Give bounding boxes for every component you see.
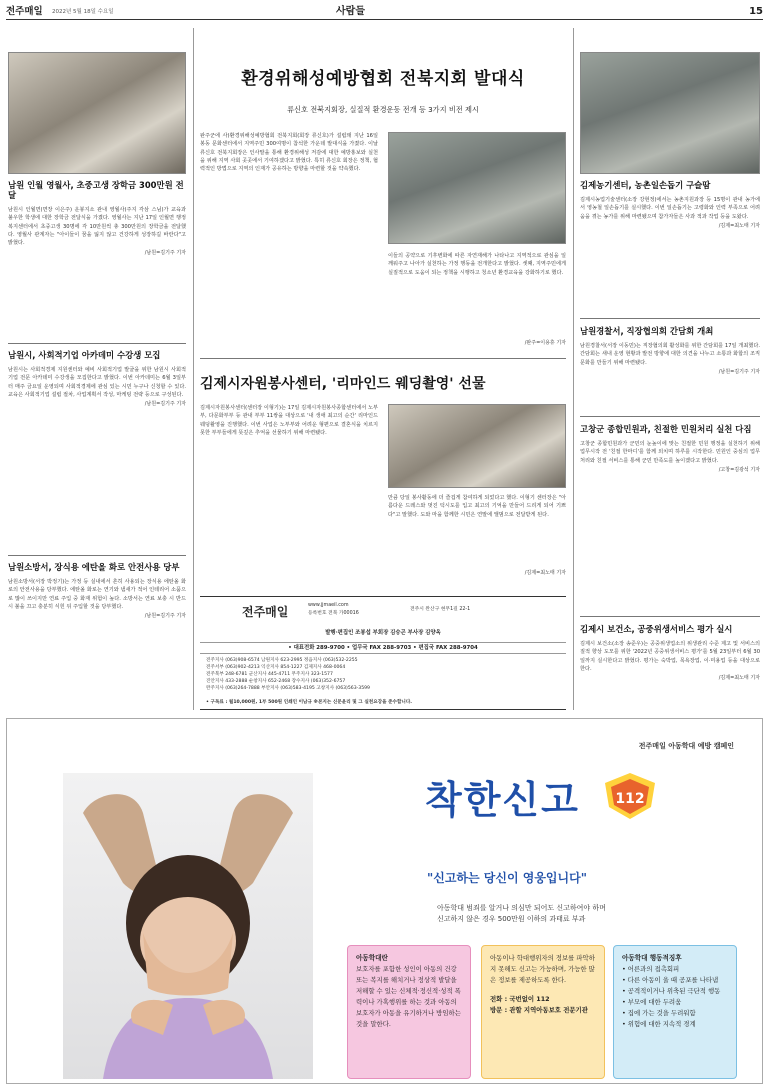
byline: /김제=최노태 기자 bbox=[718, 223, 760, 230]
paper-staff: 발행·편집인 조봉섭 부회장 김승곤 부사장 김양옥 bbox=[325, 630, 441, 636]
card-title: 아동학대란 bbox=[356, 954, 388, 962]
branch-row: 전주지사 (063)908-6574 남원지사 623-2995 정읍지사 (063)532-2255 bbox=[206, 658, 358, 663]
card-body: 보호자를 포함한 성인이 아동의 건강 또는 복지를 해치거나 정상적 발달을 저해할 수 있는 신체적·정신적·성적 폭력이나 가혹행위를 하는 것과 아동의 보호자가 아동을 유기하거나 방임하는 것을 말한다. bbox=[356, 965, 461, 1028]
article-body: 고창군 종합민원과가 군민의 눈높이에 맞는 친절한 민원 행정을 실천하기 위해 업무시작 전 '친절 한마디'를 함께 외치며 하루를 시작한다. 민원인 중심의 업무 처리와 친절 서비스를 통해 군민 만족도를 높이겠다고 밝혔다. bbox=[580, 441, 760, 464]
paper-reg: 등록번호 전북 가00016 bbox=[308, 611, 359, 616]
center2-headline: 김제시자원봉사센터, '리마인드 웨딩촬영' 선물 bbox=[200, 376, 486, 392]
branch-row: 전주서부 (063)902-4213 익산지사 854-1227 김제지사 468-0064 bbox=[206, 665, 346, 671]
card-body: 아동이나 학대행위자의 정보를 파악하지 못해도 신고는 가능하며, 가능한 많은 정보를 제공하도록 한다. bbox=[490, 954, 595, 984]
police-112-badge bbox=[603, 771, 657, 821]
sign-item: • 부모에 대한 두려움 bbox=[622, 997, 682, 1006]
paper-footer: • 구독료 : 월10,000원, 1부 500원 인쇄인 이남규 ※본지는 신문윤리 및 그 실천요강을 준수합니다. bbox=[206, 700, 413, 705]
article-nonggi bbox=[580, 180, 760, 231]
center-subhead: 류신호 전북지회장, 실질적 환경운동 전개 등 3가지 비전 제시 bbox=[287, 105, 479, 115]
info-card-signs bbox=[613, 945, 737, 1079]
center-article-photo bbox=[388, 132, 566, 244]
article-body: 남원시 인월면(면장 이은주) 운봉지소 관내 영월사(주지 각삼 스님)가 교육과 불우한 학생에 대한 장학금 전달식을 가졌다. 영월사는 지난 17일 인월면 행정복지센터에서 초중고생 30명에 각 10만원씩 총 300만원의 장학금을 전달했다. 영월사 관계자는 "아이들이 꿈을 잃지 않고 건강하게 성장하길 바란다"고 밝혔다. bbox=[8, 207, 186, 247]
byline: /남원=김기주 기자 bbox=[144, 613, 186, 620]
branch-row: 전주북부 248-6781 군산지사 445-4711 무주지사 323-1577 bbox=[206, 672, 333, 678]
byline: /남원=김기주 기자 bbox=[718, 369, 760, 376]
sign-item: • 다른 아동이 울 때 공포를 나타냄 bbox=[622, 976, 719, 985]
report-phone: 전화 : 국번없이 112 bbox=[490, 994, 550, 1003]
divider bbox=[8, 343, 186, 344]
article-social-academy bbox=[8, 350, 186, 409]
issue-date: 2022년 5월 18일 수요일 bbox=[52, 9, 114, 15]
center-article-body-left: 완주군에 사)환경위해성예방협회 전북지회(회장 류신호)가 설립돼 지난 16일 봉동 문화센터에서 지역주민 300여명이 참석한 가운데 발대식을 가졌다. 이날 류신호 전북지회장은 인사말을 통해 환경위해성 저감에 대한 예방홍보와 실천을 위해 지역 사회 곳곳에서 기여하겠다고 밝혔다. 특히 류신호 회장은 정책, 협력적인 방법으로 지역의 인재가 공유하는 방향을 마련할 것을 약속했다. bbox=[200, 133, 378, 173]
headline: 남원 인월 영월사, 초중고생 장학금 300만원 전달 bbox=[8, 180, 184, 201]
article-police bbox=[580, 326, 760, 377]
article-photo-youngwolsa bbox=[8, 52, 186, 174]
paper-name: 전주매일 bbox=[6, 6, 43, 17]
paper-logo: 전주매일 bbox=[242, 605, 289, 619]
article-fire-station bbox=[8, 562, 186, 621]
headline: 남원소방서, 장식용 에탄올 화로 안전사용 당부 bbox=[8, 562, 180, 572]
center2-body-right: 만큼 당일 봉사활동에 더 즐겁게 참여하게 되었다고 했다. 이형기 센터장은 "아름다운 드레스와 멋진 턱시도를 입고 최고의 기억을 만들어 드리게 되어 기쁘다"고 말했다. 도와 마을 함께한 시민은 연말에 앨범으로 전달받게 된다. bbox=[388, 495, 566, 518]
center2-photo bbox=[388, 404, 566, 488]
byline: /완주=이용휴 기자 bbox=[524, 340, 566, 346]
article-gochang bbox=[580, 424, 760, 475]
paper-url: www.jjmaeil.com bbox=[308, 603, 349, 608]
article-body: 남원경찰서(서장 이동민)는 직장협의회 활성화를 위한 간담회를 17일 개최했다. 간담회는 새내 운영 현황과 발전 방향에 대한 의견을 나누고 소통과 화합의 조직문화를 만들기 위해 마련됐다. bbox=[580, 343, 760, 366]
center-headline: 환경위해성예방협회 전북지회 발대식 bbox=[241, 69, 525, 89]
info-card-report bbox=[481, 945, 605, 1079]
headline: 남원시, 사회적기업 아카데미 수강생 모집 bbox=[8, 350, 161, 360]
article-photo-nonggi bbox=[580, 52, 760, 174]
center-article-body-right: 이들의 공약으로 기후변화에 따른 자연재해가 나타나고 지역적으로 관심을 일깨워주고 나아가 실천하는 가정 행동을 전개한다고 밝혔다. 셋째, 지역주민에게 실질적으로 도움이 되는 정책을 시행하고 청소년 환경교육을 강화하기로 했다. bbox=[388, 253, 566, 276]
section-title: 사람들 bbox=[336, 6, 365, 17]
byline: /남원=김기주 기자 bbox=[144, 249, 186, 256]
byline: /김제=최노태 기자 bbox=[524, 570, 566, 576]
byline: /김제=최노태 기자 bbox=[718, 675, 760, 682]
ad-quote: "신고하는 당신이 영웅입니다" bbox=[427, 871, 587, 885]
info-card-definition bbox=[347, 945, 471, 1079]
center2-body-left: 김제시자원봉사센터(센터장 이형기)는 17일 김제시자원봉사종합센터에서 노부부, 다문화부부 등 관내 부부 11쌍을 대상으로 '내 생애 최고의 순간' 리마인드 웨딩촬영을 진행했다. 이번 사업은 노부부와 어려운 형편으로 결혼식을 치르지 못한 부부들에게 뜻깊은 추억을 선물하기 위해 마련됐다. bbox=[200, 405, 378, 436]
ad-title: 착한신고 bbox=[425, 778, 580, 822]
ad-sponsor: 전주매일 아동학대 예방 캠페인 bbox=[638, 742, 734, 750]
branch-table bbox=[206, 657, 560, 693]
article-youngwolsa bbox=[8, 180, 186, 257]
sign-item: • 어른과의 접촉회피 bbox=[622, 965, 680, 974]
sign-item: • 집에 가는 것을 두려워함 bbox=[622, 1008, 696, 1017]
headline: 남원경찰서, 직장협의회 간담회 개최 bbox=[580, 326, 714, 336]
headline: 김제시 보건소, 공중위생서비스 평가 실시 bbox=[580, 624, 733, 634]
article-body: 김제시 보건소(소장 송준우)는 공중위생업소의 위생관리 수준 제고 및 서비스의 질적 향상 도모를 위한 '2022년 공중위생서비스 평가'를 5월 23일부터 6월 30일까지 실시한다고 밝혔다. 평가는 숙박업, 목욕장업, 이·미용업 등을 대상으로 한다. bbox=[580, 641, 760, 673]
article-body: 남원시는 사회적경제 지원센터와 예비 사회적기업 발굴을 위한 남원시 사회적기업 전문 아카데미 수강생을 모집한다고 밝혔다. 이번 아카데미는 6월 3일부터 매주 금요일 운영되며 사회적경제에 관심 있는 시민 누구나 신청할 수 있다. 교육은 사회적기업 설립 절차, 사업계획서 작성, 마케팅 전략 등으로 구성된다. bbox=[8, 367, 186, 399]
paper-address: 전주시 완산구 현무1길 22-1 bbox=[410, 607, 471, 612]
page-number: 15 bbox=[749, 6, 763, 17]
column-rule bbox=[573, 28, 574, 710]
article-body: 김제시농업기술센터(소장 강현정)에서는 농촌지원과장 등 15명이 관내 농가에서 영농철 일손돕기를 실시했다. 이번 일손돕기는 고령화와 인력 부족으로 어려움을 겪는 농가를 위해 마련됐으며 참가자들은 사과 적과 작업 등을 도왔다. bbox=[580, 197, 760, 220]
center-article-header bbox=[200, 66, 566, 116]
card-title: 아동학대 행동적징후 bbox=[622, 954, 682, 962]
branch-row: 완주지사 (063)264-7888 부안지사 (063)583-4195 고창지사 (063)563-3599 bbox=[206, 686, 370, 692]
crying-child-illustration bbox=[63, 773, 313, 1079]
column-rule bbox=[193, 28, 194, 710]
divider bbox=[580, 318, 760, 319]
byline: /남원=김기주 기자 bbox=[144, 401, 186, 408]
paper-phones: • 대표전화 289-9700 • 업무국 FAX 288-9703 • 편집국 FAX 288-9704 bbox=[200, 642, 566, 654]
headline: 김제농기센터, 농촌일손돕기 구슬땀 bbox=[580, 180, 711, 190]
branch-row: 진안지사 433-2888 순창지사 652-2468 장수지사 (063)352-6757 bbox=[206, 679, 346, 685]
masthead bbox=[6, 4, 763, 20]
divider bbox=[200, 358, 566, 359]
ad-note: 아동학대 범죄를 알거나 의심만 되어도 신고하여야 하며 신고하지 않은 경우 500만원 이하의 과태료 부과 bbox=[437, 904, 606, 924]
emergency-number: 112 bbox=[615, 791, 645, 807]
divider bbox=[8, 555, 186, 556]
article-body: 남원소방서(서장 박정기)는 가정 등 실내에서 흔히 사용되는 장식용 에탄올 화로의 안전사용을 당부했다. 에탄올 화로는 연기와 냄새가 적어 인테리어 소품으로 많이 쓰이지만 연료 주입 중 화재 위험이 높다. 소방서는 연료 보충 시 반드시 불을 끄고 충분히 식힌 뒤 주입할 것을 당부했다. bbox=[8, 579, 186, 611]
byline: /고창=김광석 기자 bbox=[718, 467, 760, 474]
sign-item: • 위험에 대한 지속적 경계 bbox=[622, 1019, 696, 1028]
divider bbox=[580, 616, 760, 617]
divider bbox=[580, 416, 760, 417]
sign-item: • 공격적이거나 위축된 극단적 행동 bbox=[622, 986, 721, 995]
article-health bbox=[580, 624, 760, 683]
paper-info-box bbox=[200, 596, 566, 710]
report-visit: 방문 : 관할 지역아동보호 전문기관 bbox=[490, 1005, 588, 1014]
ad-campaign bbox=[6, 718, 763, 1084]
headline: 고창군 종합민원과, 친절한 민원처리 실천 다짐 bbox=[580, 424, 752, 434]
